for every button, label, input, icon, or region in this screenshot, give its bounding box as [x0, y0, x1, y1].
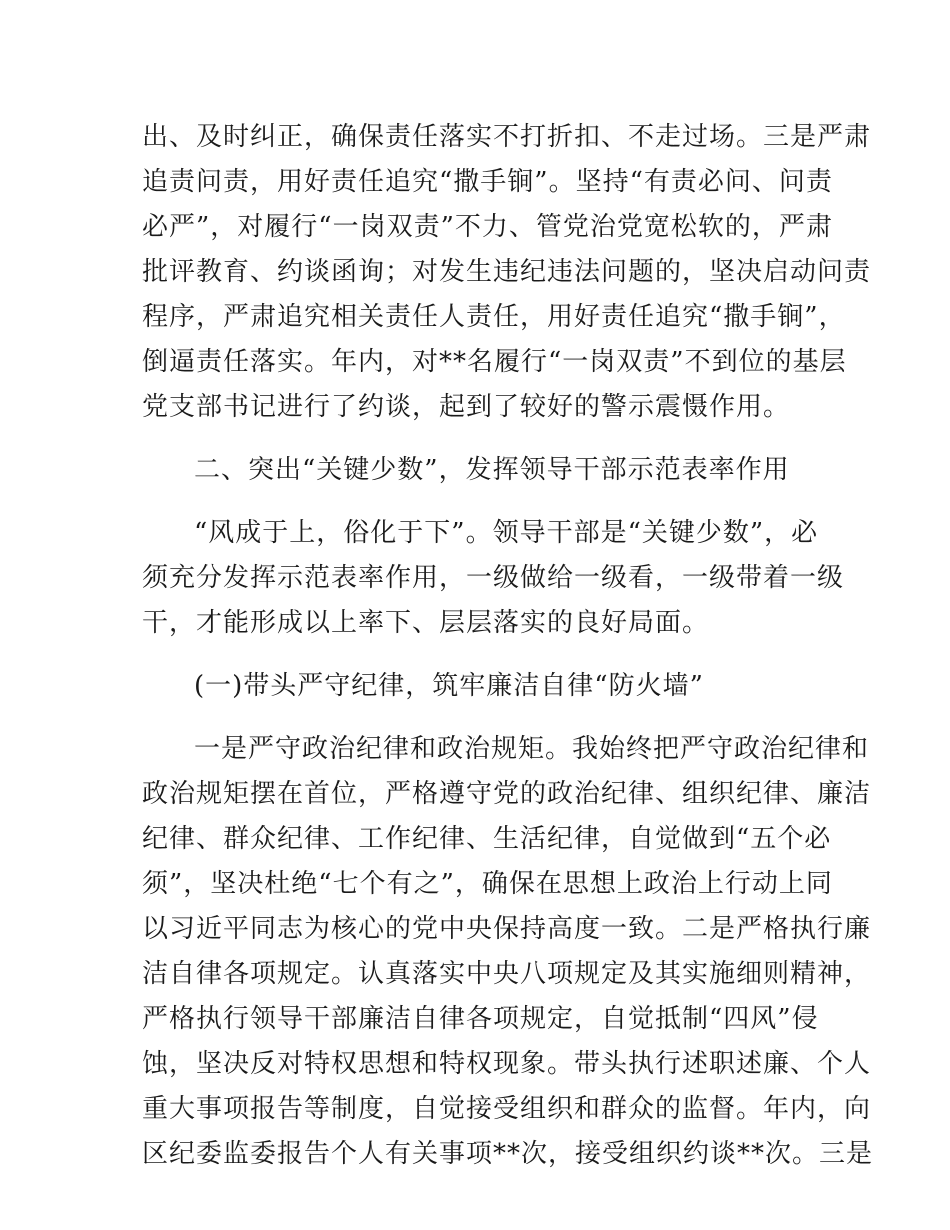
text-line: “风成于上，俗化于下”。领导干部是“关键少数”，必	[194, 518, 819, 548]
text-line: 须”，坚决杜绝“七个有之”，确保在思想上政治上行动上同	[142, 869, 833, 899]
text-line: 批评教育、约谈函询；对发生违纪违法问题的，坚决启动问责	[142, 257, 872, 287]
text-line: 洁自律各项规定。认真落实中央八项规定及其实施细则精神，	[142, 959, 872, 989]
text-line: 必严”，对履行“一岗双责”不力、管党治党宽松软的，严肃	[142, 212, 833, 242]
subsection-heading: (一)带头严守纪律，筑牢廉洁自律“防火墙”	[194, 671, 704, 701]
paragraph-accountability	[142, 115, 872, 430]
text-line: 倒逼责任落实。年内，对**名履行“一岗双责”不到位的基层	[142, 347, 847, 377]
text-line: 出、及时纠正，确保责任落实不打折扣、不走过场。三是严肃	[142, 122, 872, 152]
paragraph-discipline	[142, 727, 874, 1177]
text-line: 区纪委监委报告个人有关事项**次，接受组织约谈**次。三是	[142, 1139, 874, 1169]
text-line: 干，才能形成以上率下、层层落实的良好局面。	[142, 608, 710, 638]
text-line: 须充分发挥示范表率作用，一级做给一级看，一级带着一级	[142, 563, 845, 593]
text-line: 以习近平同志为核心的党中央保持高度一致。二是严格执行廉	[142, 914, 872, 944]
text-line: 严格执行领导干部廉洁自律各项规定，自觉抵制“四风”侵	[142, 1004, 819, 1034]
text-line: 一是严守政治纪律和政治规矩。我始终把严守政治纪律和	[194, 734, 870, 764]
document-body	[142, 115, 874, 1177]
text-line: 追责问责，用好责任追究“撒手锏”。坚持“有责必问、问责	[142, 167, 833, 197]
text-line: 蚀，坚决反对特权思想和特权现象。带头执行述职述廉、个人	[142, 1049, 872, 1079]
section-heading: 二、突出“关键少数”，发挥领导干部示范表率作用	[194, 455, 790, 485]
paragraph-key-minority	[142, 511, 845, 646]
text-line: 重大事项报告等制度，自觉接受组织和群众的监督。年内，向	[142, 1094, 872, 1124]
text-line: 程序，严肃追究相关责任人责任，用好责任追究“撒手锏”，	[142, 302, 846, 332]
text-line: 政治规矩摆在首位，严格遵守党的政治纪律、组织纪律、廉洁	[142, 779, 872, 809]
text-line: 党支部书记进行了约谈，起到了较好的警示震慑作用。	[142, 392, 791, 422]
text-line: 纪律、群众纪律、工作纪律、生活纪律，自觉做到“五个必	[142, 824, 832, 854]
